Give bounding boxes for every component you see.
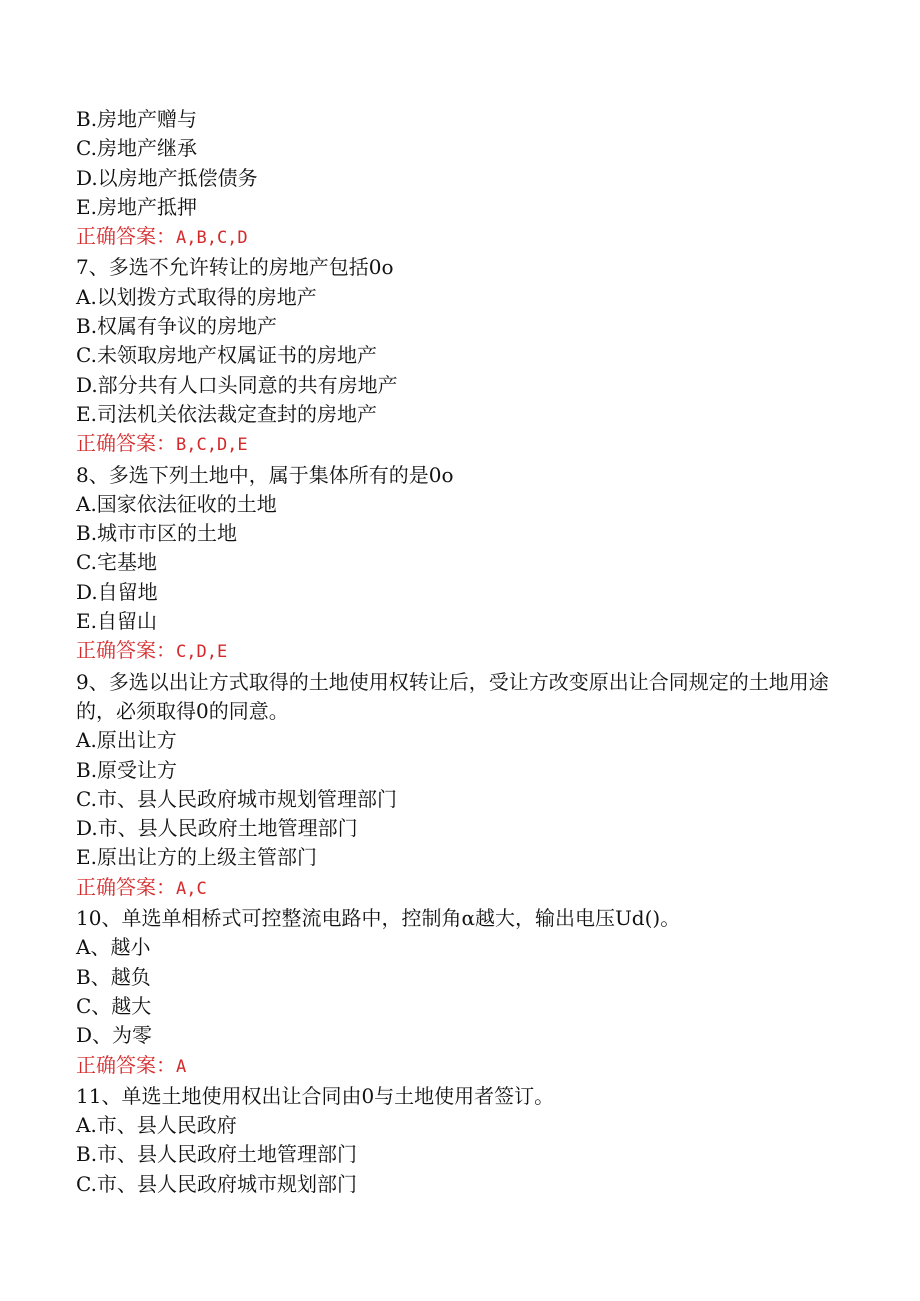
- q8-option-c: C.宅基地: [76, 550, 157, 575]
- q8-option-e: E.自留山: [76, 609, 157, 634]
- option-c-inheritance: C.房地产继承: [76, 136, 197, 161]
- q9-option-c: C.市、县人民政府城市规划管理部门: [76, 786, 397, 811]
- question-9: 9、多选以出让方式取得的土地使用权转让后，受让方改变原出让合同规定的土地用途的，必须取得0的同意。: [76, 669, 829, 723]
- q11-option-c: C.市、县人民政府城市规划部门: [76, 1171, 357, 1196]
- q11-option-a: A.市、县人民政府: [76, 1113, 237, 1138]
- option-b-gift: B.房地产赠与: [76, 107, 198, 131]
- question-8: 8、多选下列土地中，属于集体所有的是0o: [76, 462, 454, 487]
- q10-option-d: D、为零: [76, 1023, 153, 1048]
- q10-option-c: C、越大: [76, 993, 152, 1018]
- q8-option-d: D.自留地: [76, 579, 158, 604]
- answer-q6: [76, 222, 836, 253]
- answer-label: 正确答案：: [76, 431, 176, 456]
- q7-option-a: A.以划拨方式取得的房地产: [76, 284, 317, 309]
- question-7: 7、多选不允许转让的房地产包括0o: [76, 255, 394, 280]
- answer-q8: [76, 636, 836, 667]
- answer-value: C,D,E: [176, 642, 228, 663]
- q7-option-d: D.部分共有人口头同意的共有房地产: [76, 372, 398, 397]
- answer-label: 正确答案：: [76, 874, 176, 899]
- q9-option-b: B.原受让方: [76, 757, 178, 782]
- q8-option-a: A.国家依法征收的土地: [76, 491, 277, 516]
- answer-value: A,C: [176, 878, 207, 899]
- answer-label: 正确答案：: [76, 1052, 176, 1077]
- q8-option-b: B.城市市区的土地: [76, 521, 238, 546]
- option-d-debt-repayment: D.以房地产抵偿债务: [76, 165, 258, 190]
- q9-option-a: A.原出让方: [76, 728, 177, 753]
- question-10: 10、单选单相桥式可控整流电路中，控制角α越大，输出电压Ud()。: [76, 906, 681, 931]
- answer-q10: [76, 1051, 836, 1082]
- q11-option-b: B.市、县人民政府土地管理部门: [76, 1142, 358, 1167]
- q7-option-e: E.司法机关依法裁定查封的房地产: [76, 401, 377, 426]
- answer-value: A: [176, 1056, 187, 1077]
- q7-option-c: C.未领取房地产权属证书的房地产: [76, 343, 377, 368]
- answer-label: 正确答案：: [76, 224, 176, 249]
- answer-q7: [76, 429, 836, 460]
- answer-value: B,C,D,E: [176, 435, 248, 456]
- document-body: [76, 105, 836, 1199]
- q10-option-a: A、越小: [76, 935, 151, 960]
- answer-value: A,B,C,D: [176, 228, 248, 249]
- question-11: 11、单选土地使用权出让合同由0与土地使用者签订。: [76, 1083, 555, 1108]
- q10-option-b: B、越负: [76, 964, 151, 989]
- q9-option-d: D.市、县人民政府土地管理部门: [76, 816, 358, 841]
- q9-option-e: E.原出让方的上级主管部门: [76, 845, 317, 870]
- option-e-mortgage: E.房地产抵押: [76, 194, 197, 219]
- answer-label: 正确答案：: [76, 638, 176, 663]
- q7-option-b: B.权属有争议的房地产: [76, 314, 278, 339]
- answer-q9: [76, 873, 836, 904]
